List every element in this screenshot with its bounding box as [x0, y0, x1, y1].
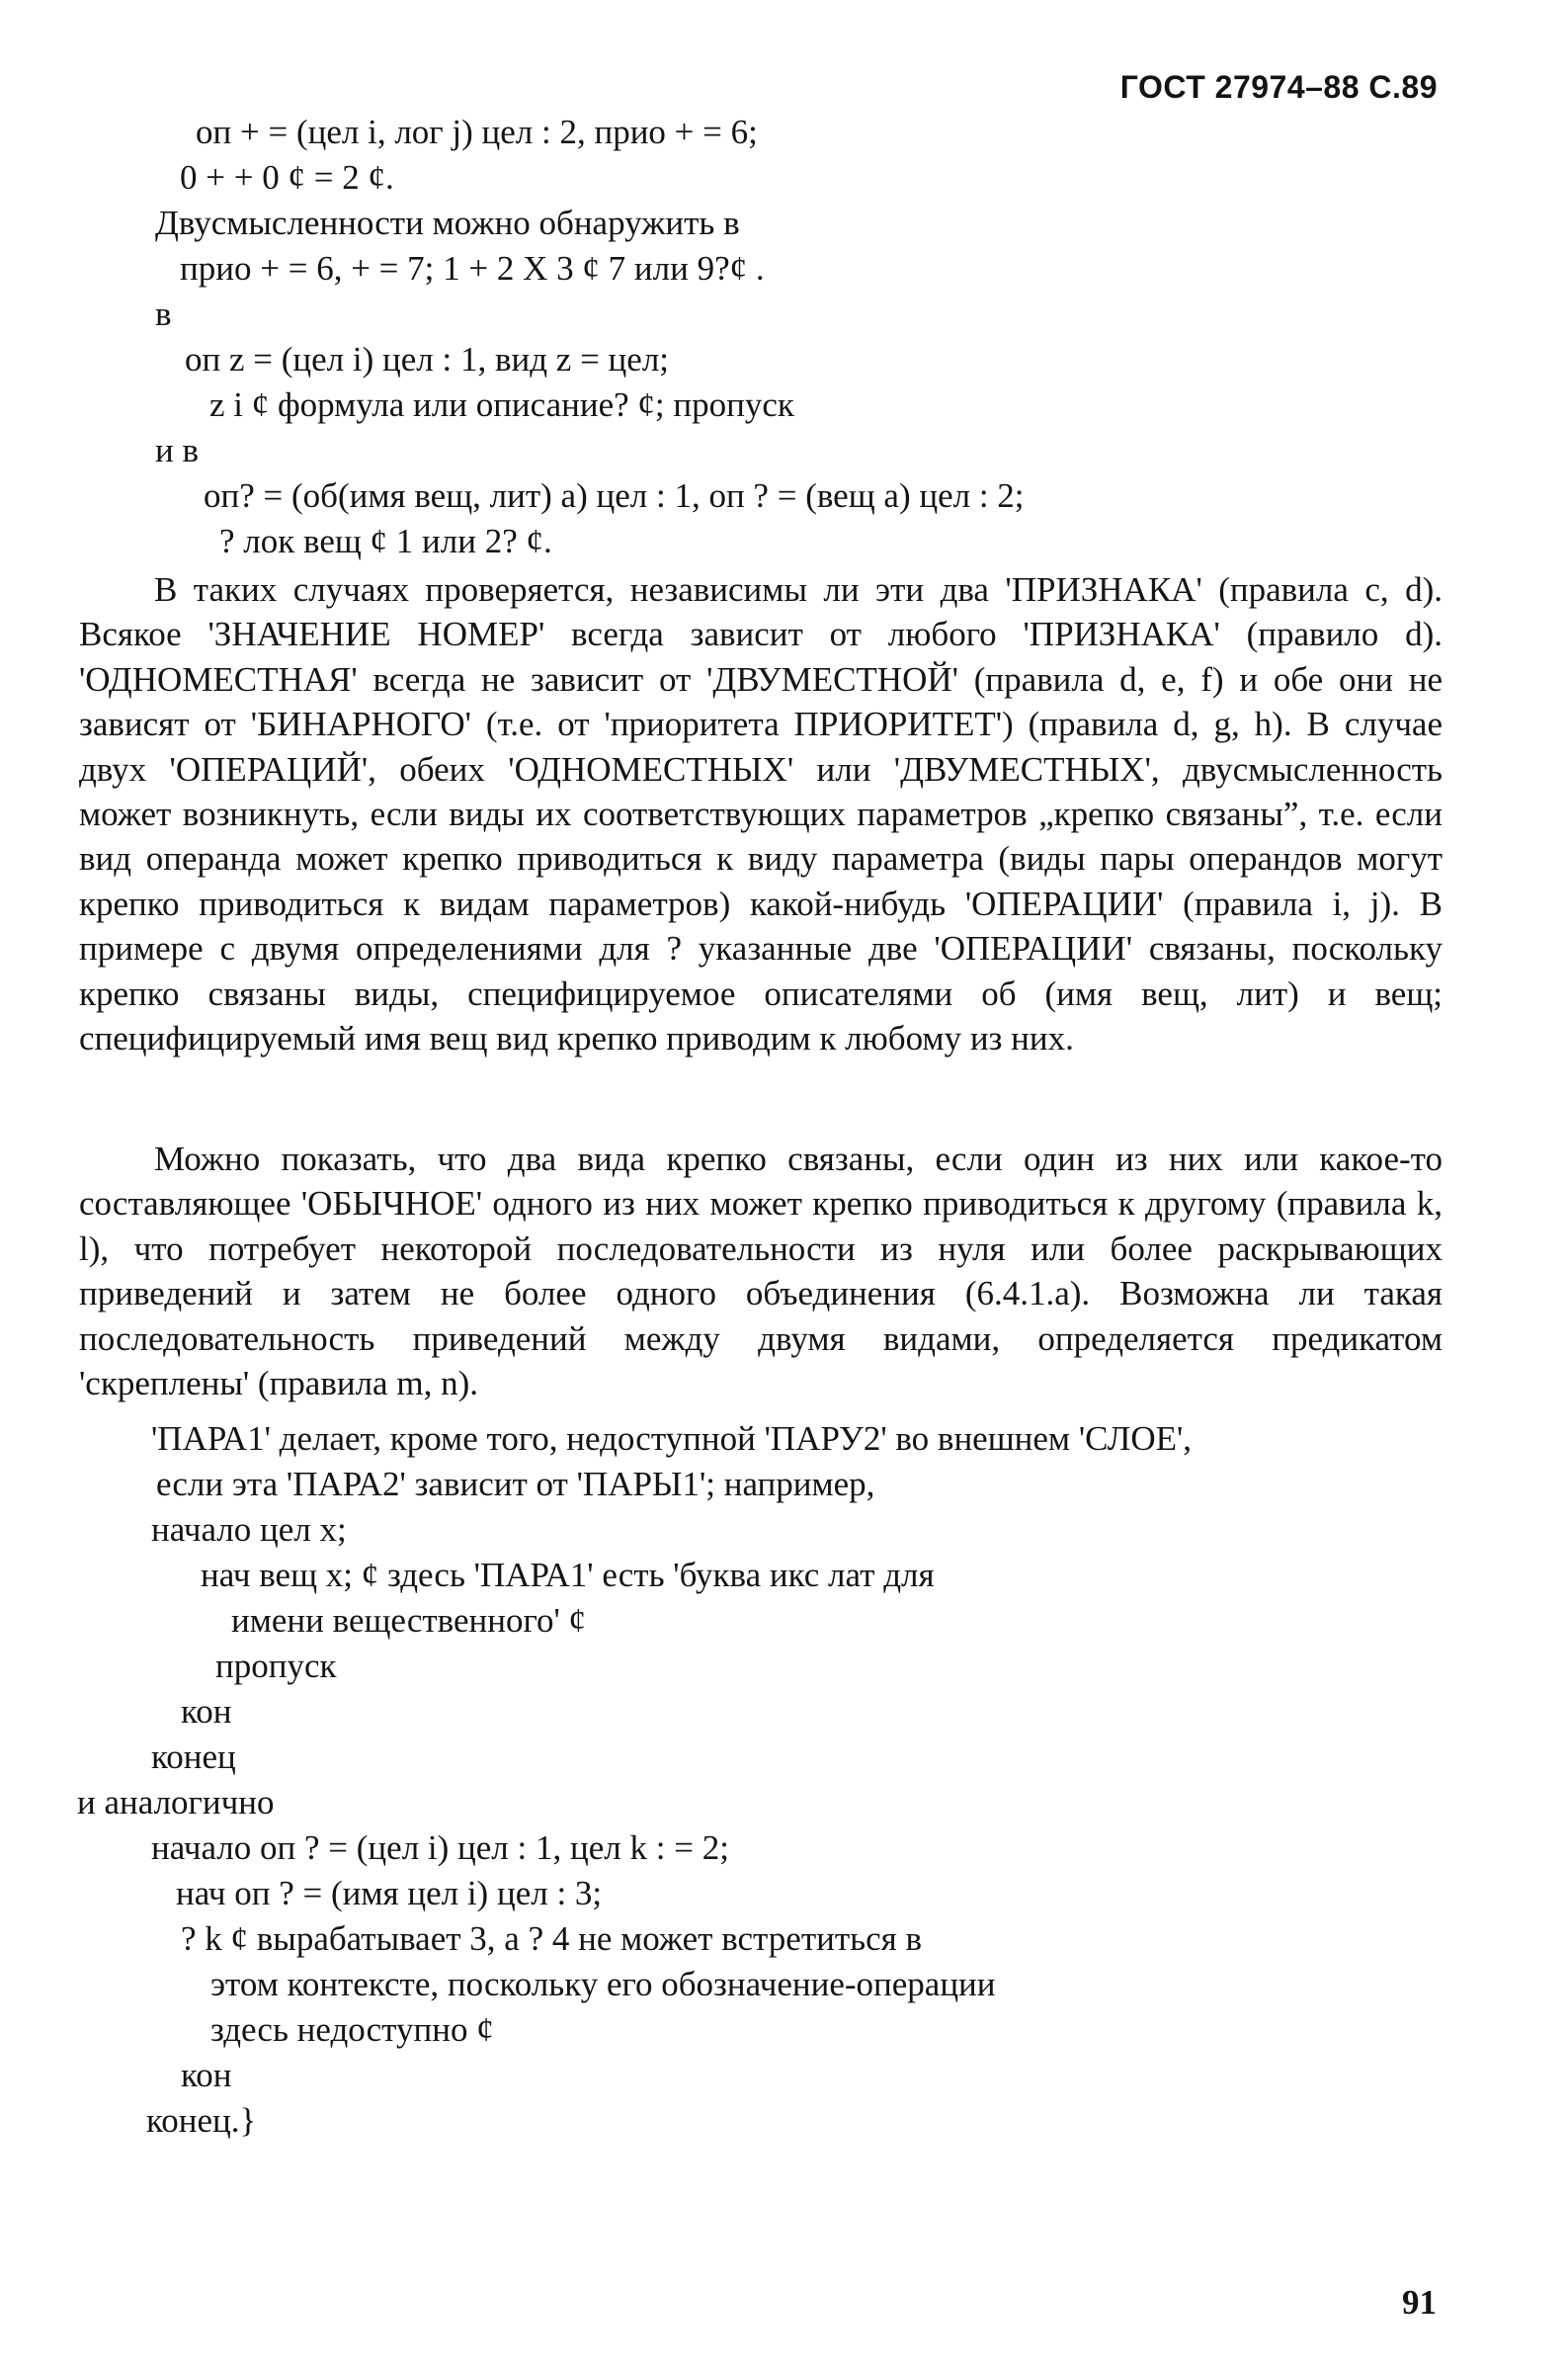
code-line: этом контексте, поскольку его обозначение-операции: [210, 1965, 996, 2003]
code-line: конец.}: [146, 2101, 257, 2140]
body-paragraph: В таких случаях проверяется, независимы ли эти два 'ПРИЗНАКА' (правила с, d). Всякое 'ЗНАЧЕНИЕ НОМЕР' всегда зависит от любого 'ПРИЗНАКА' (правило d). 'ОДНОМЕСТНАЯ' всегда не зависит от 'ДВУМЕСТНОЙ' (правила d, e, f) и обе они не зависят от 'БИНАРНОГО' (т.е. от 'приоритета ПРИОРИТЕТ') (правила d, g, h). В случае двух 'ОПЕРАЦИЙ', обеих 'ОДНОМЕСТНЫХ' или 'ДВУМЕСТНЫХ', двусмысленность может возникнуть, если виды их соответствующих параметров „крепко связаны”, т.е. если вид операнда может крепко приводиться к виду параметра (виды пары операндов могут крепко приводиться к видам параметров) какой-нибудь 'ОПЕРАЦИИ' (правила i, j). В примере с двумя определениями для ? указанные две 'ОПЕРАЦИИ' связаны, поскольку крепко связаны виды, специфицируемое описателями об (имя вещ, лит) и вещ; специфицируемый имя вещ вид крепко приводим к любому из них.: [79, 570, 1443, 1058]
code-line: прио + = 6, + = 7; 1 + 2 X 3 ¢ 7 или 9?¢ .: [180, 249, 765, 288]
code-line: ? лок вещ ¢ 1 или 2? ¢.: [219, 522, 552, 560]
code-line: пропуск: [215, 1647, 337, 1685]
text-line: в: [155, 295, 172, 333]
text-line: Двусмысленности можно обнаружить в: [155, 204, 740, 242]
code-line: 0 + + 0 ¢ = 2 ¢.: [180, 158, 394, 197]
code-line: оп + = (цел i, лог j) цел : 2, прио + = 6;: [196, 113, 758, 151]
code-line: начало цел x;: [151, 1510, 347, 1549]
code-line: кон: [181, 1692, 232, 1731]
running-header: ГОСТ 27974–88 С.89: [1119, 69, 1438, 105]
text-line: если эта 'ПАРА2' зависит от 'ПАРЫ1'; например,: [156, 1465, 875, 1503]
code-line: нач оп ? = (имя цел i) цел : 3;: [176, 1874, 603, 1912]
page-number: 91: [1402, 2283, 1437, 2322]
code-line: имени вещественного' ¢: [231, 1601, 587, 1640]
code-line: нач вещ x; ¢ здесь 'ПАРА1' есть 'буква икс лат для: [201, 1556, 935, 1594]
code-line: ? k ¢ вырабатывает 3, а ? 4 не может встретиться в: [181, 1919, 923, 1958]
code-line: z i ¢ формула или описание? ¢; пропуск: [209, 385, 794, 424]
text-line: 'ПАРА1' делает, кроме того, недоступной 'ПАРУ2' во внешнем 'СЛОЕ',: [151, 1419, 1193, 1458]
code-line: кон: [181, 2056, 232, 2094]
code-line: здесь недоступно ¢: [210, 2010, 494, 2049]
code-line: оп? = (об(имя вещ, лит) а) цел : 1, оп ? = (вещ а) цел : 2;: [204, 476, 1025, 515]
code-line: конец: [151, 1737, 236, 1776]
code-line: начало оп ? = (цел i) цел : 1, цел k : = 2;: [151, 1828, 729, 1867]
text-line: и в: [155, 431, 200, 469]
body-paragraph: Можно показать, что два вида крепко связаны, если один из них или какое-то составляющее 'ОБЫЧНОЕ' одного из них может крепко приводиться к другому (правила k, l), что потребует некоторой последовательности из нуля или более раскрывающих приведений и затем не более одного объединения (6.4.1.a). Возможна ли такая последовательность приведений между двумя видами, определяется предикатом 'скреплены' (правила m, n).: [79, 1140, 1443, 1403]
text-line: и аналогично: [77, 1783, 275, 1821]
code-line: оп z = (цел i) цел : 1, вид z = цел;: [185, 340, 670, 379]
